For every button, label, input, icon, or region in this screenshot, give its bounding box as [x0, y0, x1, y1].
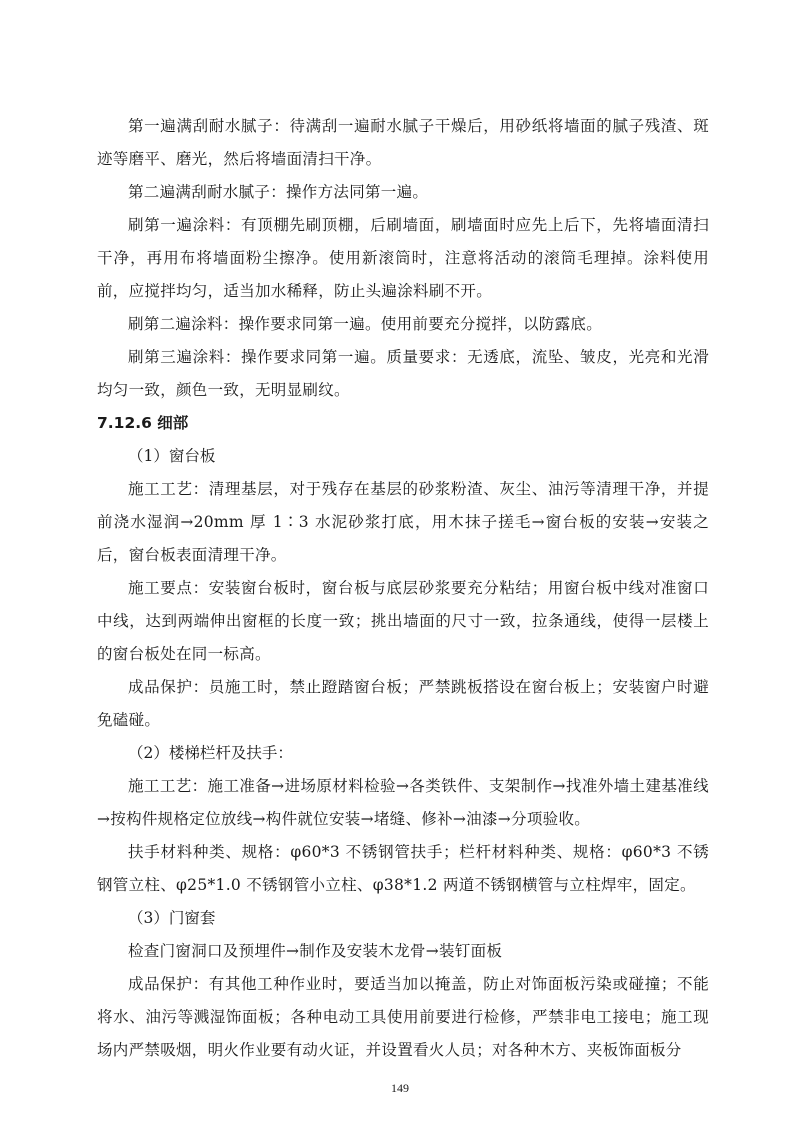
paragraph: 施工要点：安装窗台板时，窗台板与底层砂浆要充分粘结；用窗台板中线对准窗口中线，达到两端伸出窗框的长度一致；挑出墙面的尺寸一致，拉条通线，使得一层楼上的窗台板处在同一标高。: [97, 579, 709, 663]
paragraph: 第二遍满刮耐水腻子：操作方法同第一遍。: [128, 183, 429, 201]
paragraph: 成品保护：员施工时，禁止蹬踏窗台板；严禁跳板搭设在窗台板上；安装窗户时避免磕碰。: [97, 678, 709, 729]
subsection-title: （3）门窗套: [128, 909, 216, 927]
section-heading: 7.12.6 细部: [97, 414, 189, 432]
page-content: [97, 110, 709, 1067]
paragraph: 第一遍满刮耐水腻子：待满刮一遍耐水腻子干燥后，用砂纸将墙面的腻子残渣、斑迹等磨平、磨光，然后将墙面清扫干净。: [97, 117, 709, 168]
paragraph: 施工工艺：施工准备→进场原材料检验→各类铁件、支架制作→找准外墙土建基准线→按构件规格定位放线→构件就位安装→堵缝、修补→油漆→分项验收。: [97, 777, 709, 828]
paragraph: 刷第三遍涂料：操作要求同第一遍。质量要求：无透底，流坠、皱皮，光亮和光滑均匀一致，颜色一致，无明显刷纹。: [97, 348, 709, 399]
subsection-title: （2）楼梯栏杆及扶手：: [128, 744, 293, 762]
paragraph: 刷第二遍涂料：操作要求同第一遍。使用前要充分搅拌，以防露底。: [128, 315, 603, 333]
paragraph: 刷第一遍涂料：有顶棚先刷顶棚，后刷墙面，刷墙面时应先上后下，先将墙面清扫干净，再用布将墙面粉尘擦净。使用新滚筒时，注意将活动的滚筒毛理掉。涂料使用前，应搅拌均匀，适当加水稀释，防止头遍涂料刷不开。: [97, 216, 709, 300]
paragraph: 成品保护：有其他工种作业时，要适当加以掩盖，防止对饰面板污染或碰撞；不能将水、油污等溅湿饰面板；各种电动工具使用前要进行检修，严禁非电工接电；施工现场内严禁吸烟，明火作业要有动火证，并设置看火人员；对各种木方、夹板饰面板分: [97, 975, 709, 1059]
subsection-title: （1）窗台板: [128, 447, 216, 465]
paragraph: 检查门窗洞口及预埋件→制作及安装木龙骨→装钉面板: [128, 942, 503, 960]
paragraph: 扶手材料种类、规格：φ60*3 不锈钢管扶手；栏杆材料种类、规格：φ60*3 不锈钢管立柱、φ25*1.0 不锈钢管小立柱、φ38*1.2 两道不锈钢横管与立柱焊牢，固定。: [97, 843, 709, 894]
paragraph: 施工工艺：清理基层，对于残存在基层的砂浆粉渣、灰尘、油污等清理干净，并提前浇水湿润→20mm 厚 1∶3 水泥砂浆打底，用木抹子搓毛→窗台板的安装→安装之后，窗台板表面清理干净。: [97, 480, 709, 564]
page-number: 149: [391, 1081, 409, 1095]
